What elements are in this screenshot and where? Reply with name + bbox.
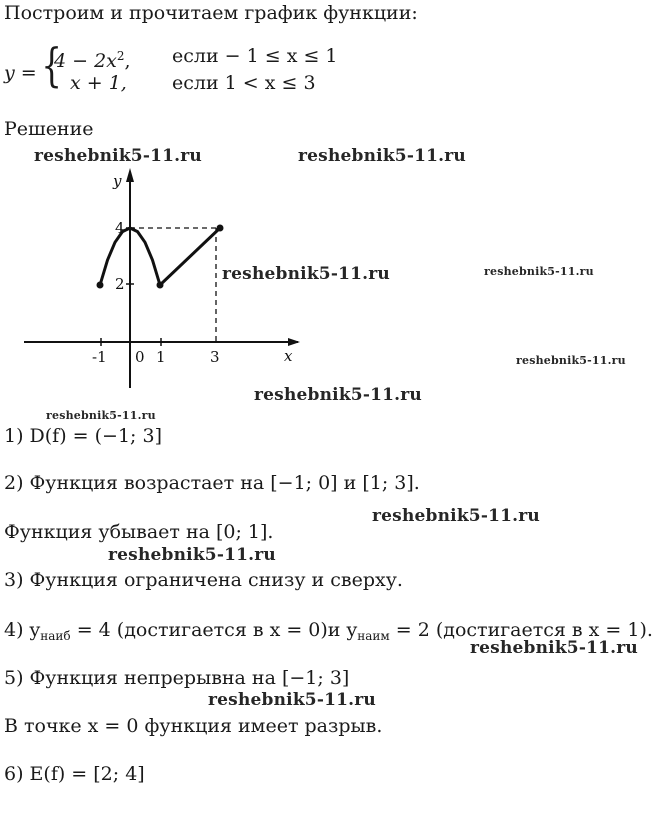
answer-5: 5) Функция непрерывна на [−1; 3] <box>4 667 350 689</box>
case1-expression: $4 - 2x^2$, <box>54 49 131 72</box>
point-3-4 <box>217 225 224 232</box>
solution-title: Решение <box>4 118 94 140</box>
watermark: reshebnik5-11.ru <box>516 354 626 367</box>
answer-5b: В точке x = 0 функция имеет разрыв. <box>4 715 383 737</box>
watermark: reshebnik5-11.ru <box>484 265 594 278</box>
watermark: reshebnik5-11.ru <box>222 264 390 284</box>
case2-condition: если 1 < x ≤ 3 <box>172 72 316 94</box>
intro-text: Построим и прочитаем график функции: <box>4 2 418 24</box>
answer-3: 3) Функция ограничена снизу и сверху. <box>4 569 403 591</box>
tick-label-1: 1 <box>156 348 166 366</box>
answer-1: 1) D(f) = (−1; 3] <box>4 425 162 447</box>
function-lhs: y = <box>4 62 37 84</box>
point-1-2 <box>157 282 164 289</box>
watermark: reshebnik5-11.ru <box>298 146 466 166</box>
watermark: reshebnik5-11.ru <box>108 545 276 565</box>
watermark: reshebnik5-11.ru <box>46 409 156 422</box>
x-axis-label: x <box>284 347 293 365</box>
tick-label-0: 0 <box>135 348 145 366</box>
left-brace: { <box>41 38 62 92</box>
tick-label-3: 3 <box>210 348 220 366</box>
watermark: reshebnik5-11.ru <box>34 146 202 166</box>
y-axis-label: y <box>113 172 122 190</box>
answer-2b: Функция убывает на [0; 1]. <box>4 521 274 543</box>
point-m1-2 <box>97 282 104 289</box>
tick-label-2: 2 <box>115 275 125 293</box>
watermark: reshebnik5-11.ru <box>254 385 422 405</box>
watermark: reshebnik5-11.ru <box>372 506 540 526</box>
linear-segment <box>160 228 220 285</box>
x-axis-arrow <box>288 338 300 346</box>
tick-label-4: 4 <box>115 219 125 237</box>
case2-expression: x + 1, <box>70 72 127 94</box>
tick-label-m1: -1 <box>92 348 107 366</box>
answer-2: 2) Функция возрастает на [−1; 0] и [1; 3]. <box>4 472 420 494</box>
function-graph <box>0 160 670 410</box>
y-axis-arrow <box>126 168 134 182</box>
answer-4: 4) $y_{наиб} = 4$ (достигается в x = 0)и $y_{наим} = 2$ (достигается в x = 1). <box>4 619 653 643</box>
watermark: reshebnik5-11.ru <box>208 690 376 710</box>
case1-condition: если − 1 ≤ x ≤ 1 <box>172 45 338 67</box>
watermark: reshebnik5-11.ru <box>470 638 638 658</box>
answer-6: 6) E(f) = [2; 4] <box>4 763 145 785</box>
